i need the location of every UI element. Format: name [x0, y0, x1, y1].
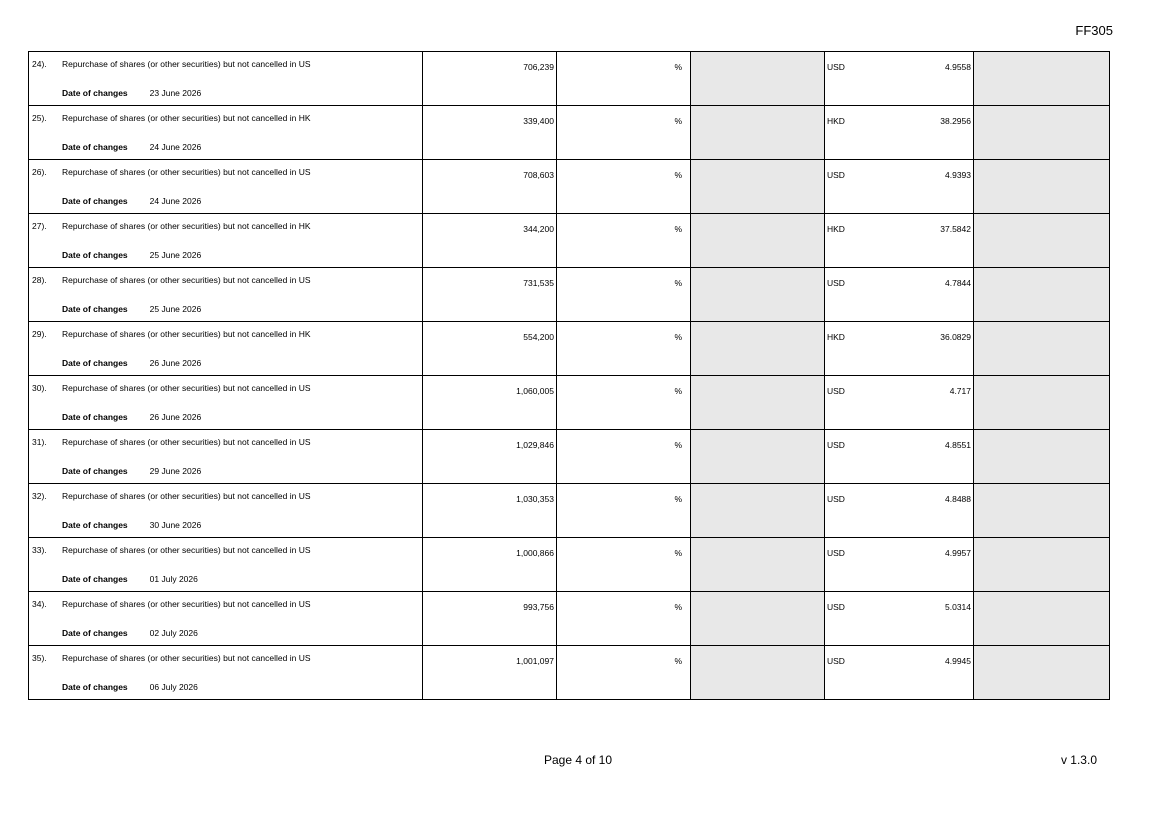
date-value: 06 July 2026 — [149, 682, 198, 692]
price-value: 4.9558 — [945, 62, 971, 72]
shaded-cell — [691, 484, 825, 538]
currency-code: HKD — [827, 224, 845, 234]
shaded-cell — [691, 592, 825, 646]
date-label: Date of changes — [62, 412, 128, 422]
shaded-cell — [974, 646, 1110, 700]
version-label: v 1.3.0 — [1060, 753, 1097, 767]
quantity-cell — [423, 268, 557, 322]
quantity-value: 1,030,353 — [516, 494, 554, 504]
shaded-cell — [691, 214, 825, 268]
description-cell — [29, 592, 423, 646]
price-cell — [825, 268, 974, 322]
percent-symbol: % — [674, 548, 682, 558]
date-label: Date of changes — [62, 250, 128, 260]
quantity-cell — [423, 52, 557, 106]
quantity-cell — [423, 322, 557, 376]
row-description: Repurchase of shares (or other securities) but not cancelled in US — [62, 653, 311, 663]
percent-cell — [557, 160, 691, 214]
shaded-cell — [974, 538, 1110, 592]
table-row — [29, 646, 1110, 700]
changes-table — [28, 51, 1110, 700]
shaded-cell — [691, 538, 825, 592]
date-label: Date of changes — [62, 358, 128, 368]
description-cell — [29, 646, 423, 700]
row-date-line — [62, 88, 201, 98]
price-cell — [825, 160, 974, 214]
page-number: Page 4 of 10 — [543, 753, 613, 767]
percent-symbol: % — [674, 332, 682, 342]
date-label: Date of changes — [62, 628, 128, 638]
quantity-value: 339,400 — [523, 116, 554, 126]
percent-symbol: % — [674, 224, 682, 234]
percent-cell — [557, 646, 691, 700]
shaded-cell — [691, 376, 825, 430]
date-value: 26 June 2026 — [149, 358, 202, 368]
table-row — [29, 214, 1110, 268]
row-date-line — [62, 358, 201, 368]
currency-code: HKD — [827, 116, 845, 126]
row-description: Repurchase of shares (or other securities) but not cancelled in HK — [62, 329, 311, 339]
percent-cell — [557, 106, 691, 160]
percent-cell — [557, 268, 691, 322]
percent-cell — [557, 214, 691, 268]
quantity-value: 1,029,846 — [516, 440, 554, 450]
description-cell — [29, 484, 423, 538]
price-cell — [825, 484, 974, 538]
quantity-value: 731,535 — [523, 278, 554, 288]
percent-cell — [557, 430, 691, 484]
shaded-cell — [974, 160, 1110, 214]
row-number: 34). — [32, 599, 47, 609]
table-row — [29, 430, 1110, 484]
row-number: 33). — [32, 545, 47, 555]
description-cell — [29, 430, 423, 484]
currency-code: USD — [827, 548, 845, 558]
date-value: 23 June 2026 — [149, 88, 202, 98]
table-row — [29, 376, 1110, 430]
row-date-line — [62, 142, 201, 152]
date-label: Date of changes — [62, 88, 128, 98]
table-row — [29, 268, 1110, 322]
percent-symbol: % — [674, 386, 682, 396]
date-label: Date of changes — [62, 142, 128, 152]
table-body — [29, 52, 1110, 700]
row-date-line — [62, 466, 201, 476]
price-cell — [825, 106, 974, 160]
price-value: 38.2956 — [940, 116, 971, 126]
currency-code: HKD — [827, 332, 845, 342]
row-number: 30). — [32, 383, 47, 393]
percent-symbol: % — [674, 440, 682, 450]
price-value: 4.9393 — [945, 170, 971, 180]
date-label: Date of changes — [62, 466, 128, 476]
shaded-cell — [974, 52, 1110, 106]
date-value: 02 July 2026 — [149, 628, 198, 638]
date-value: 26 June 2026 — [149, 412, 202, 422]
form-code: FF305 — [1075, 23, 1113, 38]
price-value: 4.7844 — [945, 278, 971, 288]
quantity-value: 993,756 — [523, 602, 554, 612]
quantity-value: 1,001,097 — [516, 656, 554, 666]
percent-symbol: % — [674, 116, 682, 126]
table-row — [29, 160, 1110, 214]
row-description: Repurchase of shares (or other securities) but not cancelled in US — [62, 545, 311, 555]
table-row — [29, 484, 1110, 538]
date-value: 24 June 2026 — [149, 142, 202, 152]
shaded-cell — [691, 430, 825, 484]
date-value: 29 June 2026 — [149, 466, 202, 476]
currency-code: USD — [827, 602, 845, 612]
currency-code: USD — [827, 494, 845, 504]
price-cell — [825, 214, 974, 268]
row-date-line — [62, 682, 198, 692]
quantity-cell — [423, 160, 557, 214]
shaded-cell — [691, 646, 825, 700]
percent-cell — [557, 484, 691, 538]
percent-cell — [557, 538, 691, 592]
row-number: 35). — [32, 653, 47, 663]
quantity-value: 706,239 — [523, 62, 554, 72]
date-value: 25 June 2026 — [149, 304, 202, 314]
row-date-line — [62, 412, 201, 422]
quantity-cell — [423, 646, 557, 700]
row-description: Repurchase of shares (or other securities) but not cancelled in HK — [62, 221, 311, 231]
description-cell — [29, 268, 423, 322]
currency-code: USD — [827, 278, 845, 288]
percent-cell — [557, 592, 691, 646]
shaded-cell — [974, 376, 1110, 430]
shaded-cell — [974, 214, 1110, 268]
row-date-line — [62, 250, 201, 260]
price-cell — [825, 538, 974, 592]
row-description: Repurchase of shares (or other securities) but not cancelled in HK — [62, 113, 311, 123]
date-value: 25 June 2026 — [149, 250, 202, 260]
table-row — [29, 106, 1110, 160]
shaded-cell — [691, 160, 825, 214]
shaded-cell — [691, 268, 825, 322]
quantity-value: 344,200 — [523, 224, 554, 234]
quantity-value: 708,603 — [523, 170, 554, 180]
table-row — [29, 592, 1110, 646]
row-description: Repurchase of shares (or other securities) but not cancelled in US — [62, 383, 311, 393]
quantity-cell — [423, 484, 557, 538]
row-number: 31). — [32, 437, 47, 447]
price-value: 4.9945 — [945, 656, 971, 666]
percent-cell — [557, 376, 691, 430]
percent-symbol: % — [674, 170, 682, 180]
shaded-cell — [691, 52, 825, 106]
description-cell — [29, 160, 423, 214]
row-description: Repurchase of shares (or other securities) but not cancelled in US — [62, 275, 311, 285]
percent-symbol: % — [674, 278, 682, 288]
row-description: Repurchase of shares (or other securities) but not cancelled in US — [62, 491, 311, 501]
row-description: Repurchase of shares (or other securities) but not cancelled in US — [62, 599, 311, 609]
date-label: Date of changes — [62, 574, 128, 584]
date-value: 30 June 2026 — [149, 520, 202, 530]
quantity-cell — [423, 376, 557, 430]
price-value: 4.717 — [949, 386, 971, 396]
shaded-cell — [974, 268, 1110, 322]
price-cell — [825, 430, 974, 484]
currency-code: USD — [827, 440, 845, 450]
percent-symbol: % — [674, 494, 682, 504]
percent-symbol: % — [674, 656, 682, 666]
quantity-value: 1,060,005 — [516, 386, 554, 396]
row-number: 27). — [32, 221, 47, 231]
description-cell — [29, 214, 423, 268]
price-value: 37.5842 — [940, 224, 971, 234]
quantity-cell — [423, 106, 557, 160]
row-number: 29). — [32, 329, 47, 339]
price-value: 4.9957 — [945, 548, 971, 558]
row-date-line — [62, 304, 201, 314]
price-value: 36.0829 — [940, 332, 971, 342]
date-label: Date of changes — [62, 520, 128, 530]
shaded-cell — [974, 484, 1110, 538]
price-cell — [825, 322, 974, 376]
quantity-value: 1,000,866 — [516, 548, 554, 558]
row-date-line — [62, 628, 198, 638]
description-cell — [29, 106, 423, 160]
row-date-line — [62, 520, 201, 530]
row-description: Repurchase of shares (or other securities) but not cancelled in US — [62, 59, 311, 69]
row-number: 26). — [32, 167, 47, 177]
quantity-cell — [423, 592, 557, 646]
description-cell — [29, 376, 423, 430]
shaded-cell — [691, 106, 825, 160]
price-value: 4.8488 — [945, 494, 971, 504]
currency-code: USD — [827, 656, 845, 666]
shaded-cell — [974, 430, 1110, 484]
description-cell — [29, 538, 423, 592]
shaded-cell — [974, 592, 1110, 646]
table-row — [29, 52, 1110, 106]
price-value: 4.8551 — [945, 440, 971, 450]
row-date-line — [62, 574, 198, 584]
price-cell — [825, 646, 974, 700]
price-cell — [825, 376, 974, 430]
row-date-line — [62, 196, 201, 206]
row-number: 24). — [32, 59, 47, 69]
price-value: 5.0314 — [945, 602, 971, 612]
percent-symbol: % — [674, 602, 682, 612]
currency-code: USD — [827, 170, 845, 180]
description-cell — [29, 52, 423, 106]
table-row — [29, 538, 1110, 592]
currency-code: USD — [827, 386, 845, 396]
quantity-cell — [423, 214, 557, 268]
percent-symbol: % — [674, 62, 682, 72]
quantity-cell — [423, 538, 557, 592]
date-value: 01 July 2026 — [149, 574, 198, 584]
price-cell — [825, 52, 974, 106]
shaded-cell — [974, 106, 1110, 160]
date-value: 24 June 2026 — [149, 196, 202, 206]
percent-cell — [557, 52, 691, 106]
row-description: Repurchase of shares (or other securities) but not cancelled in US — [62, 437, 311, 447]
row-number: 25). — [32, 113, 47, 123]
table-row — [29, 322, 1110, 376]
price-cell — [825, 592, 974, 646]
description-cell — [29, 322, 423, 376]
quantity-value: 554,200 — [523, 332, 554, 342]
row-number: 28). — [32, 275, 47, 285]
shaded-cell — [691, 322, 825, 376]
quantity-cell — [423, 430, 557, 484]
date-label: Date of changes — [62, 196, 128, 206]
row-number: 32). — [32, 491, 47, 501]
row-description: Repurchase of shares (or other securities) but not cancelled in US — [62, 167, 311, 177]
percent-cell — [557, 322, 691, 376]
date-label: Date of changes — [62, 304, 128, 314]
shaded-cell — [974, 322, 1110, 376]
currency-code: USD — [827, 62, 845, 72]
date-label: Date of changes — [62, 682, 128, 692]
